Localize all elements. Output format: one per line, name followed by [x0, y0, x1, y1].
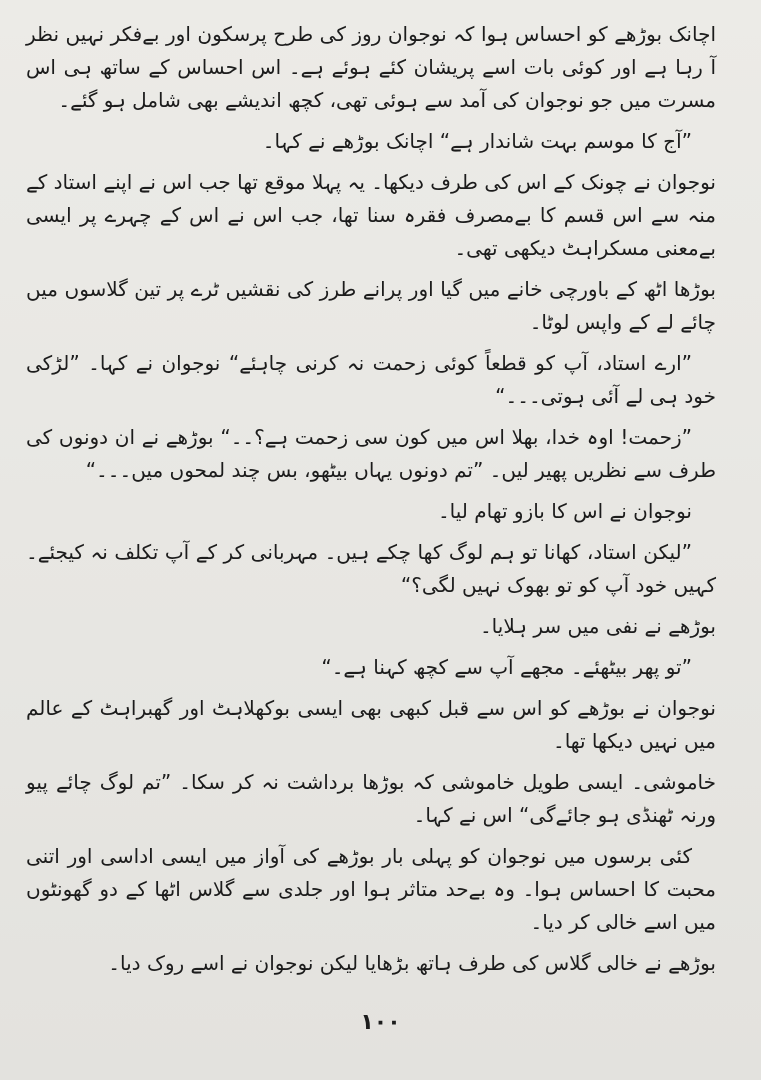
- paragraph-7: نوجوان نے اس کا بازو تھام لیا۔: [437, 499, 692, 523]
- paragraph-8: ”لیکن استاد، کھانا تو ہم لوگ کھا چکے ہیں۔ مہربانی کر کے آپ تکلف نہ کیجئے۔ کہیں خود آپ کو تو بھوک نہیں لگی؟“: [26, 540, 716, 597]
- page-number: ۱۰۰: [360, 1010, 401, 1035]
- paragraph-10: ”تو پھر بیٹھئے۔ مجھے آپ سے کچھ کہنا ہے۔“: [321, 655, 692, 679]
- paragraph-13: کئی برسوں میں نوجوان کو پہلی بار بوڑھے کی آواز میں ایسی اداسی اور اتنی محبت کا احساس ہوا۔ وہ بےحد متاثر ہوا اور جلدی سے گلاس اٹھا کے دو گھونٹوں میں اسے خالی کر دیا۔: [26, 844, 716, 934]
- body-text: [26, 18, 716, 988]
- paragraph-12: خاموشی۔ ایسی طویل خاموشی کہ بوڑھا برداشت نہ کر سکا۔ ”تم لوگ چائے پیو ورنہ ٹھنڈی ہو جائےگی“ اس نے کہا۔: [26, 770, 716, 827]
- paragraph-1: اچانک بوڑھے کو احساس ہوا کہ نوجوان روز کی طرح پرسکون اور بےفکر نہیں نظر آ رہا ہے اور کوئی بات اسے پریشان کئے ہوئے ہے۔ اس احساس کے ساتھ ہی اس مسرت میں جو نوجوان کی آمد سے ہوئی تھی، کچھ اندیشے بھی شامل ہو گئے۔: [26, 22, 716, 112]
- paragraph-9: بوڑھے نے نفی میں سر ہلایا۔: [479, 614, 716, 638]
- paragraph-6: ”زحمت! اوہ خدا، بھلا اس میں کون سی زحمت ہے؟۔۔“ بوڑھے نے ان دونوں کی طرف سے نظریں پھیر لیں۔ ”تم دونوں یہاں بیٹھو، بس چند لمحوں میں۔۔۔“: [26, 425, 716, 482]
- paragraph-11: نوجوان نے بوڑھے کو اس سے قبل کبھی بھی ایسی بوکھلاہٹ اور گھبراہٹ کے عالم میں نہیں دیکھا تھا۔: [26, 696, 716, 753]
- paragraph-3: نوجوان نے چونک کے اس کی طرف دیکھا۔ یہ پہلا موقع تھا جب اس نے اپنے استاد کے منہ سے اس قسم کا بےمصرف فقرہ سنا تھا، جب اس نے اس کے چہرے پر ایسی بےمعنی مسکراہٹ دیکھی تھی۔: [26, 170, 716, 260]
- paragraph-14: بوڑھے نے خالی گلاس کی طرف ہاتھ بڑھایا لیکن نوجوان نے اسے روک دیا۔: [108, 951, 716, 975]
- paragraph-2: ”آج کا موسم بہت شاندار ہے“ اچانک بوڑھے نے کہا۔: [262, 129, 692, 153]
- paragraph-5: ”ارے استاد، آپ کو قطعاً کوئی زحمت نہ کرنی چاہئے“ نوجوان نے کہا۔ ”لڑکی خود ہی لے آئی ہوتی۔۔۔“: [26, 351, 716, 408]
- paragraph-4: بوڑھا اٹھ کے باورچی خانے میں گیا اور پرانے طرز کی نقشیں ٹرے پر تین گلاسوں میں چائے لے کے واپس لوٹا۔: [26, 277, 716, 334]
